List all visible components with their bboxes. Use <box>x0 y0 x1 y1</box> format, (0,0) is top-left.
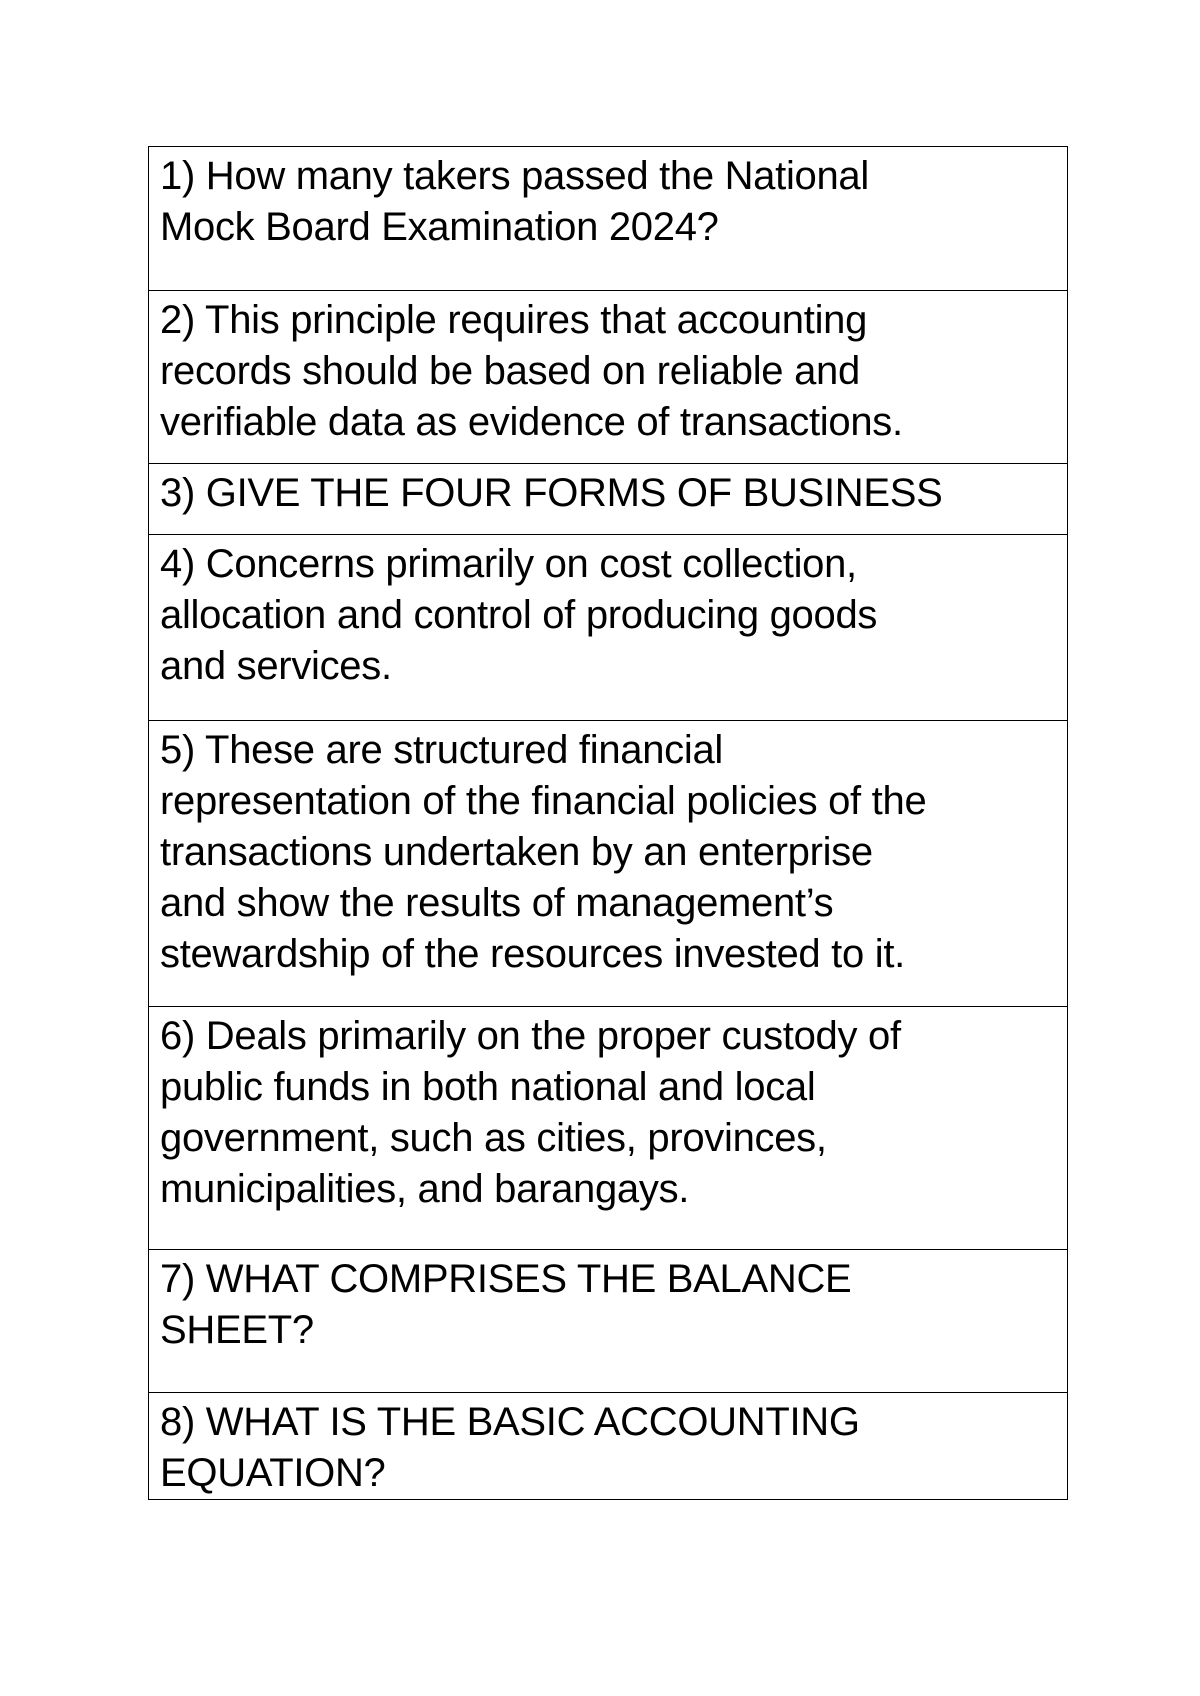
question-cell <box>149 1007 1068 1250</box>
question-5-text: 5) These are structured financial representation of the financial policies of the transactions undertaken by an enterprise and show the results of management’s stewardship of the resources invested to it. <box>160 728 927 976</box>
question-1-text: 1) How many takers passed the National Mock Board Examination 2024? <box>160 154 869 249</box>
question-7-text: 7) WHAT COMPRISES THE BALANCE SHEET? <box>160 1257 852 1352</box>
question-row <box>149 721 1068 1007</box>
question-cell <box>149 1250 1068 1393</box>
question-3-text: 3) GIVE THE FOUR FORMS OF BUSINESS <box>160 471 943 515</box>
question-row <box>149 147 1068 291</box>
question-8-text: 8) WHAT IS THE BASIC ACCOUNTING EQUATION? <box>160 1400 860 1495</box>
question-cell <box>149 535 1068 721</box>
question-table <box>148 146 1068 1500</box>
question-row <box>149 291 1068 464</box>
question-row <box>149 1250 1068 1393</box>
question-2-text: 2) This principle requires that accounting records should be based on reliable and verifiable data as evidence of transactions. <box>160 298 903 444</box>
question-cell <box>149 1393 1068 1500</box>
question-row <box>149 1393 1068 1500</box>
question-row <box>149 1007 1068 1250</box>
question-cell <box>149 147 1068 291</box>
question-6-text: 6) Deals primarily on the proper custody of public funds in both national and local government, such as cities, provinces, municipalities, and barangays. <box>160 1014 901 1211</box>
question-row <box>149 464 1068 535</box>
question-cell <box>149 464 1068 535</box>
question-4-text: 4) Concerns primarily on cost collection, allocation and control of producing goods and services. <box>160 542 878 688</box>
question-cell <box>149 721 1068 1007</box>
question-row <box>149 535 1068 721</box>
question-cell <box>149 291 1068 464</box>
